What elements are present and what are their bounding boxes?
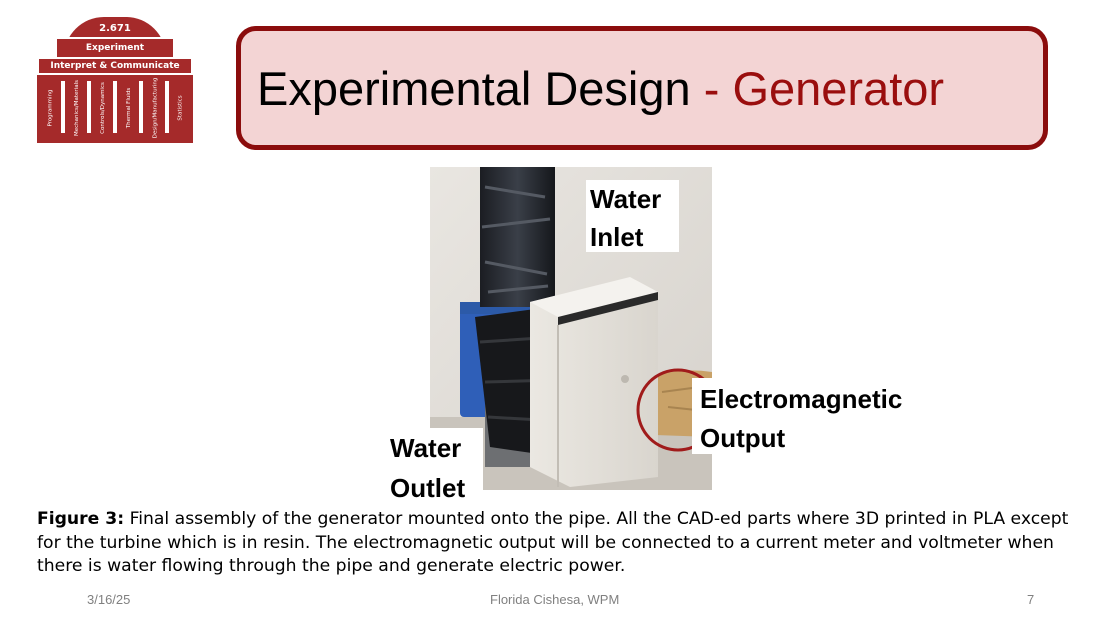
logo-pillar: Programming [42, 77, 60, 139]
logo-pillar: Statistics [172, 77, 190, 139]
logo-pillar: Mechanics/Materials [68, 77, 86, 139]
slide-number: 7 [1027, 592, 1035, 607]
logo-pillar: Design/Manufacturing [146, 77, 164, 139]
course-logo [37, 15, 193, 143]
water-outlet-label: Water Outlet [386, 428, 483, 508]
logo-pillar: Controls/Dynamics [94, 77, 112, 139]
logo-course-number: 2.671 [99, 23, 131, 34]
title-accent: Generator [732, 61, 945, 115]
water-inlet-label: Water Inlet [586, 180, 679, 252]
slide-title: Experimental Design - Generator [257, 61, 945, 115]
logo-pillar: Thermal Fluids [120, 77, 138, 139]
logo-gap [61, 81, 65, 133]
logo-gap [165, 81, 169, 133]
logo-interpret-band: Interpret & Communicate [39, 59, 191, 73]
figure-caption: Figure 3: Final assembly of the generator mounted onto the pipe. All the CAD-ed parts where 3D printed in PLA except for the turbine which is in resin. The electromagnetic output will be connected to a current meter and voltmeter when there is water flowing through the pipe and generate electric power. [37, 509, 1069, 576]
slide-title-box [236, 26, 1048, 150]
logo-gap [87, 81, 91, 133]
footer-date: 3/16/25 [87, 592, 131, 607]
logo-experiment-band: Experiment [57, 37, 173, 57]
footer-author: Florida Cishesa, WPM [490, 592, 620, 607]
electromagnetic-output-label: Electromagnetic Output [700, 384, 903, 453]
logo-gap [113, 81, 117, 133]
logo-gap [139, 81, 143, 133]
